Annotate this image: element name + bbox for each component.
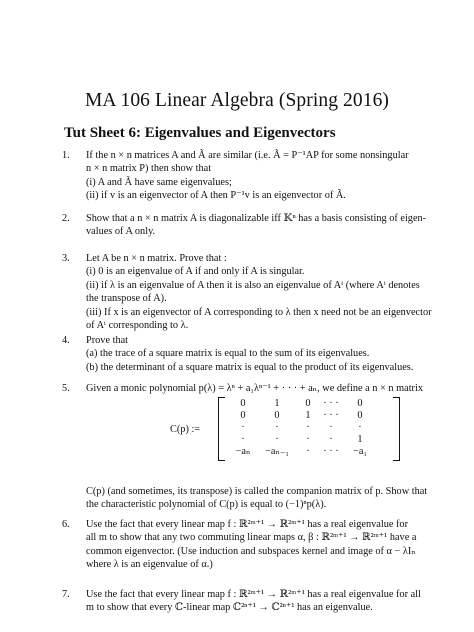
problem-line: Use the fact that every linear map f : ℝ²ᵐ⁺¹ → ℝ²ᵐ⁺¹ has a real eigenvalue for <box>86 519 408 530</box>
problem-line: (i) 0 is an eigenvalue of A if and only if A is singular. <box>86 266 305 278</box>
problem-line: the transpose of A). <box>86 293 167 305</box>
problem-line: common eigenvector. (Use induction and subspaces kernel and image of α − λIₙ <box>86 545 416 557</box>
problem-line: If the n × n matrices A and Ã are similar (i.e. Ã = P⁻¹AP for some nonsingular <box>86 150 409 161</box>
matrix-cell: 0 <box>240 398 246 409</box>
matrix-label: C(p) := <box>170 424 201 435</box>
problem-number: 7. <box>62 589 70 600</box>
problem-line: Prove that <box>86 335 129 346</box>
matrix-cell: 0 <box>240 410 246 421</box>
matrix-cell: −a₁ <box>353 446 367 457</box>
problem-line: (iii) If x is an eigenvector of A corresponding to λ then x need not be an eigenvector <box>86 306 432 318</box>
matrix-cell: · <box>306 422 310 433</box>
matrix-cell: · <box>306 446 310 457</box>
problem-number: 4. <box>62 335 70 346</box>
problem-line: values of A only. <box>86 226 156 238</box>
problem-line: where λ is an eigenvalue of α.) <box>86 559 213 571</box>
companion-matrix <box>168 397 408 467</box>
problem-number: 1. <box>62 150 70 161</box>
problem-4 <box>62 334 412 374</box>
problem-line: (b) the determinant of a square matrix is equal to the product of its eigenvalues. <box>86 361 414 373</box>
matrix-cell: 0 <box>357 410 363 421</box>
problem-6 <box>62 518 417 572</box>
left-bracket <box>218 397 225 461</box>
problem-number: 6. <box>62 519 70 530</box>
problem-number: 3. <box>62 253 70 264</box>
matrix-cell: · <box>275 434 279 445</box>
matrix-cell: · <box>329 422 333 433</box>
problem-line: Let A be n × n matrix. Prove that : <box>86 253 227 264</box>
problem-7 <box>62 588 421 615</box>
problem-line: the characteristic polynomial of C(p) is equal to (−1)ⁿp(λ). <box>86 499 327 511</box>
problem-1 <box>62 149 412 203</box>
problem-2 <box>62 212 427 239</box>
sheet-subtitle: Tut Sheet 6: Eigenvalues and Eigenvectors <box>64 125 336 141</box>
problem-5-continuation <box>86 485 428 512</box>
problem-line: (ii) if λ is an eigenvalue of A then it is also an eigenvalue of Aᵗ (where Aᵗ denotes <box>86 279 420 291</box>
problem-number: 2. <box>62 213 70 224</box>
matrix-cell: · <box>358 422 362 433</box>
problem-line: (i) A and Ã have same eigenvalues; <box>86 176 232 188</box>
problem-line: (ii) if v is an eigenvector of A then P⁻¹v is an eigenvector of Ã. <box>86 190 346 202</box>
matrix-grid <box>226 398 380 458</box>
problem-line: C(p) (and sometimes, its transpose) is called the companion matrix of p. Show that <box>86 486 428 497</box>
document-title: MA 106 Linear Algebra (Spring 2016) <box>84 90 390 111</box>
problem-line: all m to show that any two commuting linear maps α, β : ℝ²ᵐ⁺¹ → ℝ²ᵐ⁺¹ have a <box>86 532 417 544</box>
matrix-cell: 0 <box>274 410 280 421</box>
matrix-cell: −aₙ <box>235 446 251 457</box>
problem-line: n × n matrix P) then show that <box>86 163 212 175</box>
matrix-cell: · · · <box>323 398 339 409</box>
matrix-cell: · · · <box>323 446 339 457</box>
matrix-cell: 0 <box>357 398 363 409</box>
problem-line: Show that a n × n matrix A is diagonalizable iff 𝕂ⁿ has a basis consisting of eigen- <box>86 213 427 224</box>
matrix-cell: 1 <box>357 434 363 445</box>
problem-5 <box>62 382 423 395</box>
problem-line: (a) the trace of a square matrix is equal to the sum of its eigenvalues. <box>86 348 370 360</box>
problem-line: Use the fact that every linear map f : ℝ²ᵐ⁺¹ → ℝ²ᵐ⁺¹ has a real eigenvalue for all <box>86 589 421 600</box>
matrix-cell: · <box>241 434 245 445</box>
matrix-cell: −aₙ₋₁ <box>265 446 289 457</box>
matrix-cell: · <box>329 434 333 445</box>
problem-line: m to show that every ℂ-linear map ℂ²ⁿ⁺¹ → ℂ²ⁿ⁺¹ has an eigenvalue. <box>86 602 373 614</box>
matrix-cell: · <box>241 422 245 433</box>
matrix-cell: 1 <box>305 410 311 421</box>
matrix-cell: · <box>275 422 279 433</box>
right-bracket <box>393 397 400 461</box>
problem-3 <box>62 252 432 332</box>
matrix-cell: 1 <box>274 398 280 409</box>
problem-line: Given a monic polynomial p(λ) = λⁿ + a₁λⁿ⁻¹ + · · · + aₙ, we define a n × n matrix <box>86 383 423 394</box>
problem-number: 5. <box>62 383 70 394</box>
matrix-cell: · · · <box>323 410 339 421</box>
matrix-cell: 0 <box>305 398 311 409</box>
problem-line: of Aᵗ corresponding to λ. <box>86 320 189 332</box>
matrix-cell: · <box>306 434 310 445</box>
